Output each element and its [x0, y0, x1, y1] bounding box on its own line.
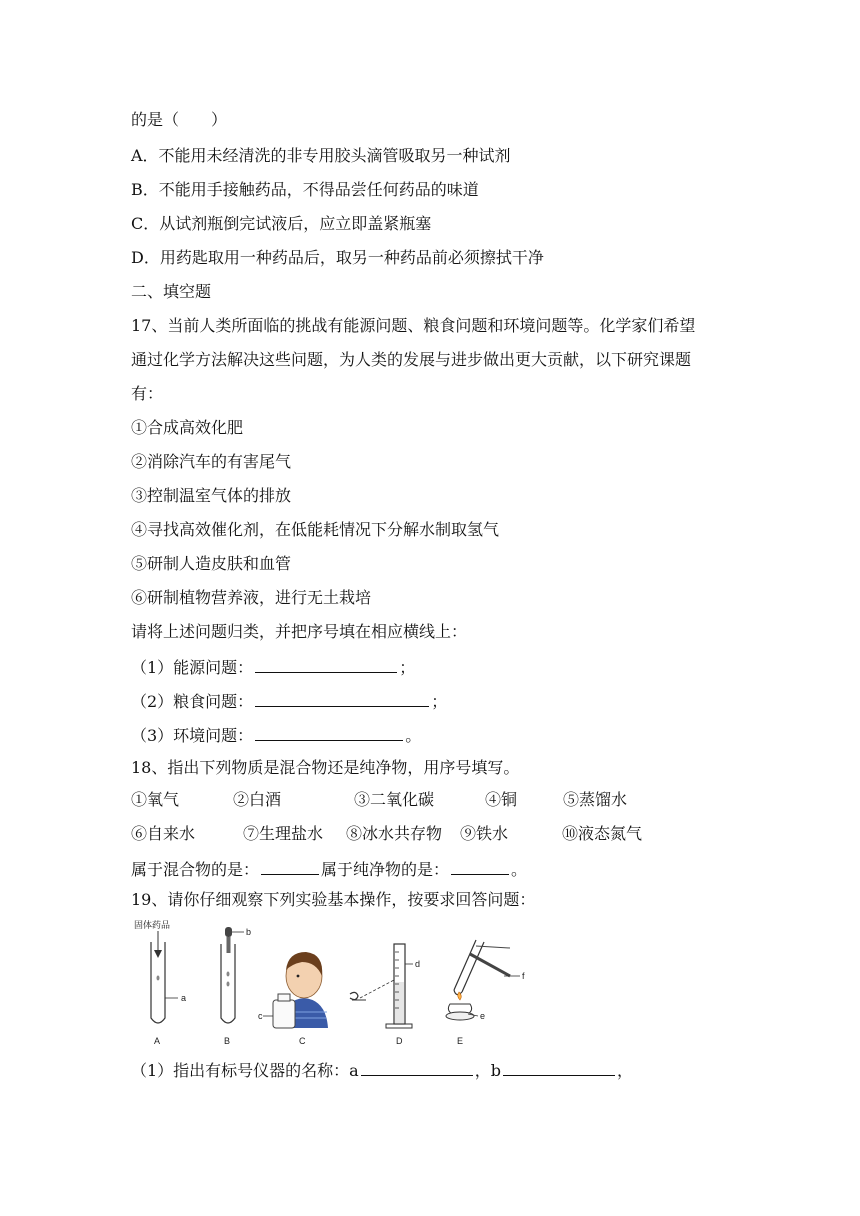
q17-topic-2: ②消除汽车的有害尾气	[131, 452, 292, 471]
section-title: 二、填空题	[131, 282, 212, 301]
panel-label-e: E	[457, 1036, 464, 1046]
q17-topic-1: ①合成高效化肥	[131, 418, 244, 437]
q19-part1-label: （1）指出有标号仪器的名称：a	[131, 1061, 359, 1080]
q17-env-label: （3）环境问题：	[131, 726, 254, 745]
q18-item: ⑧冰水共存物	[346, 824, 443, 843]
q17-food-blank[interactable]	[255, 690, 429, 707]
q19-part1-end: ，	[616, 1061, 633, 1080]
q18-stem: 18、指出下列物质是混合物还是纯净物，用序号填写。	[131, 758, 520, 777]
solid-drug-label: 固体药品	[134, 920, 171, 930]
q17-energy-row	[131, 656, 415, 678]
panel-b-dropper	[221, 927, 251, 1046]
q17-stem-line-1: 17、当前人类所面临的挑战有能源问题、粮食问题和环境问题等。化学家们希望	[131, 316, 696, 335]
q18-item: ④铜	[485, 790, 518, 809]
q18-end: 。	[511, 860, 528, 879]
tag-f: f	[522, 971, 525, 981]
q18-mixture-blank[interactable]	[261, 858, 319, 875]
panel-label-d: D	[396, 1036, 403, 1046]
q18-item: ③二氧化碳	[354, 790, 435, 809]
q18-mixture-label: 属于混合物的是：	[131, 860, 260, 879]
q18-answer-row	[131, 858, 527, 880]
q18-item: ⑤蒸馏水	[563, 790, 628, 809]
q17-food-row	[131, 690, 447, 712]
q17-topic-4: ④寻找高效催化剂，在低能耗情况下分解水制取氢气	[131, 520, 500, 539]
tag-a: a	[181, 993, 187, 1003]
tag-c: c	[258, 1011, 263, 1021]
panel-label-c: C	[299, 1036, 306, 1046]
q19-blank-b[interactable]	[503, 1059, 615, 1076]
q18-pure-label: 属于纯净物的是：	[321, 860, 450, 879]
q17-instruction: 请将上述问题归类，并把序号填在相应横线上：	[131, 622, 468, 641]
q18-item: ⑩液态氮气	[562, 824, 643, 843]
q16-option-d: D．用药匙取用一种药品后，取另一种药品前必须擦拭干净	[131, 248, 544, 267]
tag-e: e	[480, 1011, 486, 1021]
q16-tail: 的是（ ）	[131, 110, 228, 129]
tag-b: b	[246, 927, 252, 937]
panel-label-a: A	[154, 1036, 161, 1046]
q19-part1-b-label: ，b	[474, 1061, 501, 1080]
q17-food-label: （2）粮食问题：	[131, 692, 254, 711]
q19-part1-row	[131, 1059, 633, 1081]
q17-env-end: 。	[405, 726, 422, 745]
q18-item: ⑨铁水	[460, 824, 509, 843]
q18-pure-blank[interactable]	[451, 858, 509, 875]
q18-item: ②白酒	[233, 790, 282, 809]
panel-c-smelling	[258, 952, 328, 1046]
panel-e-heating	[446, 940, 525, 1046]
q17-topic-3: ③控制温室气体的排放	[131, 486, 292, 505]
q16-option-b: B．不能用手接触药品，不得品尝任何药品的味道	[131, 180, 479, 199]
lab-operations-figure	[132, 918, 572, 1048]
q17-env-blank[interactable]	[255, 724, 403, 741]
q17-topic-6: ⑥研制植物营养液，进行无土栽培	[131, 588, 372, 607]
q19-blank-a[interactable]	[361, 1059, 473, 1076]
q17-topic-5: ⑤研制人造皮肤和血管	[131, 554, 292, 573]
q17-energy-end: ；	[399, 658, 416, 677]
q18-item: ①氧气	[131, 790, 180, 809]
q17-food-end: ；	[431, 692, 448, 711]
panel-label-b: B	[224, 1036, 231, 1046]
q19-stem: 19、请你仔细观察下列实验基本操作，按要求回答问题：	[131, 890, 536, 909]
panel-a-test-tube	[134, 919, 186, 1046]
q18-item: ⑦生理盐水	[243, 824, 324, 843]
q17-stem-line-3: 有：	[131, 384, 164, 403]
q17-energy-label: （1）能源问题：	[131, 658, 254, 677]
q17-stem-line-2: 通过化学方法解决这些问题，为人类的发展与进步做出更大贡献，以下研究课题	[131, 350, 692, 369]
lab-figure-svg	[132, 918, 572, 1048]
q16-option-c: C．从试剂瓶倒完试液后，应立即盖紧瓶塞	[131, 214, 432, 233]
panel-d-graduated-cylinder	[350, 944, 420, 1046]
q17-env-row	[131, 724, 421, 746]
q16-option-a: A．不能用未经清洗的非专用胶头滴管吸取另一种试剂	[131, 146, 511, 165]
tag-d: d	[415, 959, 421, 969]
q18-item: ⑥自来水	[131, 824, 196, 843]
q17-energy-blank[interactable]	[255, 656, 397, 673]
